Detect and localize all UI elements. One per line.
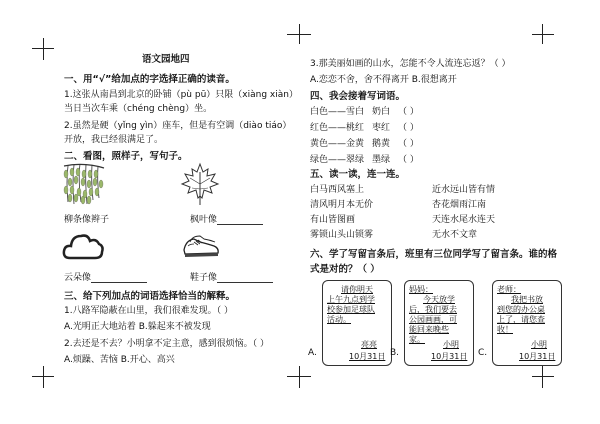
q2-item-label	[190, 270, 273, 283]
q5-heading: 五、读一读，连一连。	[310, 169, 406, 180]
q2-item-text: 枫叶像	[190, 215, 218, 225]
crop-mark	[532, 376, 554, 377]
q3-sentence: 2.去还是不去？小明拿不定主意，感到很烦恼。（ ）	[64, 339, 269, 349]
word-example: 奶白	[372, 107, 391, 117]
note-text-line: 校参加足球队	[327, 305, 375, 314]
q1-line: 2.虽然是硬（yǐng yìn）座车，但是有空调（diào tiáo）	[64, 121, 292, 131]
match-right-item[interactable]: 近水远山皆有情	[432, 185, 496, 195]
option-letter[interactable]: C.	[478, 348, 488, 358]
q2-item-text: 云朵像	[64, 273, 92, 283]
crop-mark	[542, 366, 543, 388]
note-text-line: 请你明天	[341, 285, 373, 294]
q6-heading: 六、学了写留言条后，班里有三位同学写了留言条。谁的格	[310, 249, 558, 260]
note-signature: 亮亮	[361, 340, 377, 349]
answer-blank[interactable]	[91, 273, 147, 283]
note-text-line: 我把书放	[511, 295, 543, 304]
note-text-line: 上午九点到学	[327, 295, 375, 304]
option-letter[interactable]: B.	[390, 348, 400, 358]
note-text-line: 老师：	[497, 285, 521, 294]
q2-item-label: 柳条像辫子	[64, 215, 110, 225]
note-date: 10月31日	[349, 352, 386, 361]
q2-item-label	[64, 270, 147, 283]
q4-heading: 四、我会接着写词语。	[310, 91, 406, 102]
page-title: 语文园地四	[142, 54, 190, 65]
answer-blank[interactable]	[217, 215, 263, 225]
maple-leaf-picture	[180, 162, 220, 206]
match-left-item[interactable]: 清风明月本无价	[310, 200, 374, 210]
q3-sentence: 1.八路军隐蔽在山里，我们很难发现。（ ）	[64, 306, 233, 316]
word-pair: 绿色——翠绿	[310, 155, 365, 165]
word-pair: 红色——桃红	[310, 123, 365, 133]
match-left-item[interactable]: 有山皆图画	[310, 215, 356, 225]
note-date: 10月31日	[431, 352, 468, 361]
q2-item-text: 鞋子像	[190, 273, 218, 283]
note-signature: 小明	[531, 340, 547, 349]
answer-blank[interactable]: （ ）	[398, 155, 419, 165]
word-example: 墨绿	[372, 155, 391, 165]
q6-heading: 式是对的？（ ）	[310, 264, 380, 275]
note-date: 10月31日	[519, 352, 556, 361]
match-left-item[interactable]: 白马西风塞上	[310, 185, 365, 195]
word-pair: 黄色——金黄	[310, 139, 365, 149]
crop-mark	[32, 376, 54, 377]
note-text-line: 上了，请您查	[497, 315, 545, 324]
match-right-item[interactable]: 天连水尾水连天	[432, 215, 496, 225]
match-right-item[interactable]: 杏花烟雨江南	[432, 200, 487, 210]
note-text-line: 活动。	[327, 315, 351, 324]
q1-line: 1.这张从南昌到北京的卧铺（pù pū）只限（xiàng xiàn）	[64, 90, 298, 100]
answer-blank[interactable]: （ ）	[398, 123, 419, 133]
note-text-line: 到您的办公桌	[497, 305, 545, 314]
cloud-picture	[62, 228, 104, 262]
note-text-line: 后，我们要去	[409, 305, 457, 314]
q2-item-label	[190, 212, 263, 225]
note-text-line: 今天放学	[423, 295, 455, 304]
message-note	[492, 280, 562, 366]
crop-mark	[43, 366, 44, 388]
note-text-line: 公园画画，可	[409, 315, 457, 324]
crop-mark	[32, 48, 54, 49]
answer-blank[interactable]: （ ）	[398, 139, 419, 149]
message-note	[404, 280, 474, 366]
q2-heading: 二、看图，照样子，写句子。	[64, 151, 188, 162]
q1-line: 当日当次车乘（chéng chèng）坐。	[64, 104, 213, 114]
message-note	[322, 280, 392, 366]
q3-options: A.光明正大地站着 B.躲起来不被发现	[64, 322, 211, 332]
match-right-item[interactable]: 无水不文章	[432, 230, 478, 240]
note-text-line: 能回来晚些	[409, 325, 449, 334]
word-example: 枣红	[372, 123, 391, 133]
answer-blank[interactable]	[217, 273, 273, 283]
note-text-line: 家。	[409, 335, 425, 344]
crop-mark	[43, 38, 44, 60]
crop-mark	[299, 366, 300, 388]
note-signature: 小明	[443, 340, 459, 349]
crop-mark	[532, 34, 554, 35]
option-letter[interactable]: A.	[308, 348, 317, 358]
word-pair: 白色——雪白	[310, 107, 365, 117]
word-example: 鹅黄	[372, 139, 391, 149]
answer-blank[interactable]: （ ）	[398, 107, 419, 117]
shoes-picture	[180, 232, 222, 262]
q3-options: A.烦躁、苦恼 B.开心、高兴	[64, 355, 175, 365]
willow-picture	[60, 162, 108, 206]
q3-heading: 三、给下列加点的词语选择恰当的解释。	[64, 291, 236, 302]
q1-heading: 一、用“√”给加点的字选择正确的读音。	[64, 74, 235, 85]
q1-line: 开放，我已经很满足了。	[64, 135, 164, 145]
crop-mark	[287, 34, 311, 35]
note-text-line: 妈妈：	[409, 285, 433, 294]
q3-sentence: 3.那美丽如画的山水，怎能不令人流连忘返？（ ）	[310, 59, 511, 69]
match-left-item[interactable]: 雾锁山头山锁雾	[310, 230, 374, 240]
crop-mark	[287, 376, 311, 377]
note-text-line: 收！	[497, 325, 513, 334]
q3-options: A.恋恋不舍，舍不得离开 B.很想离开	[310, 75, 457, 85]
